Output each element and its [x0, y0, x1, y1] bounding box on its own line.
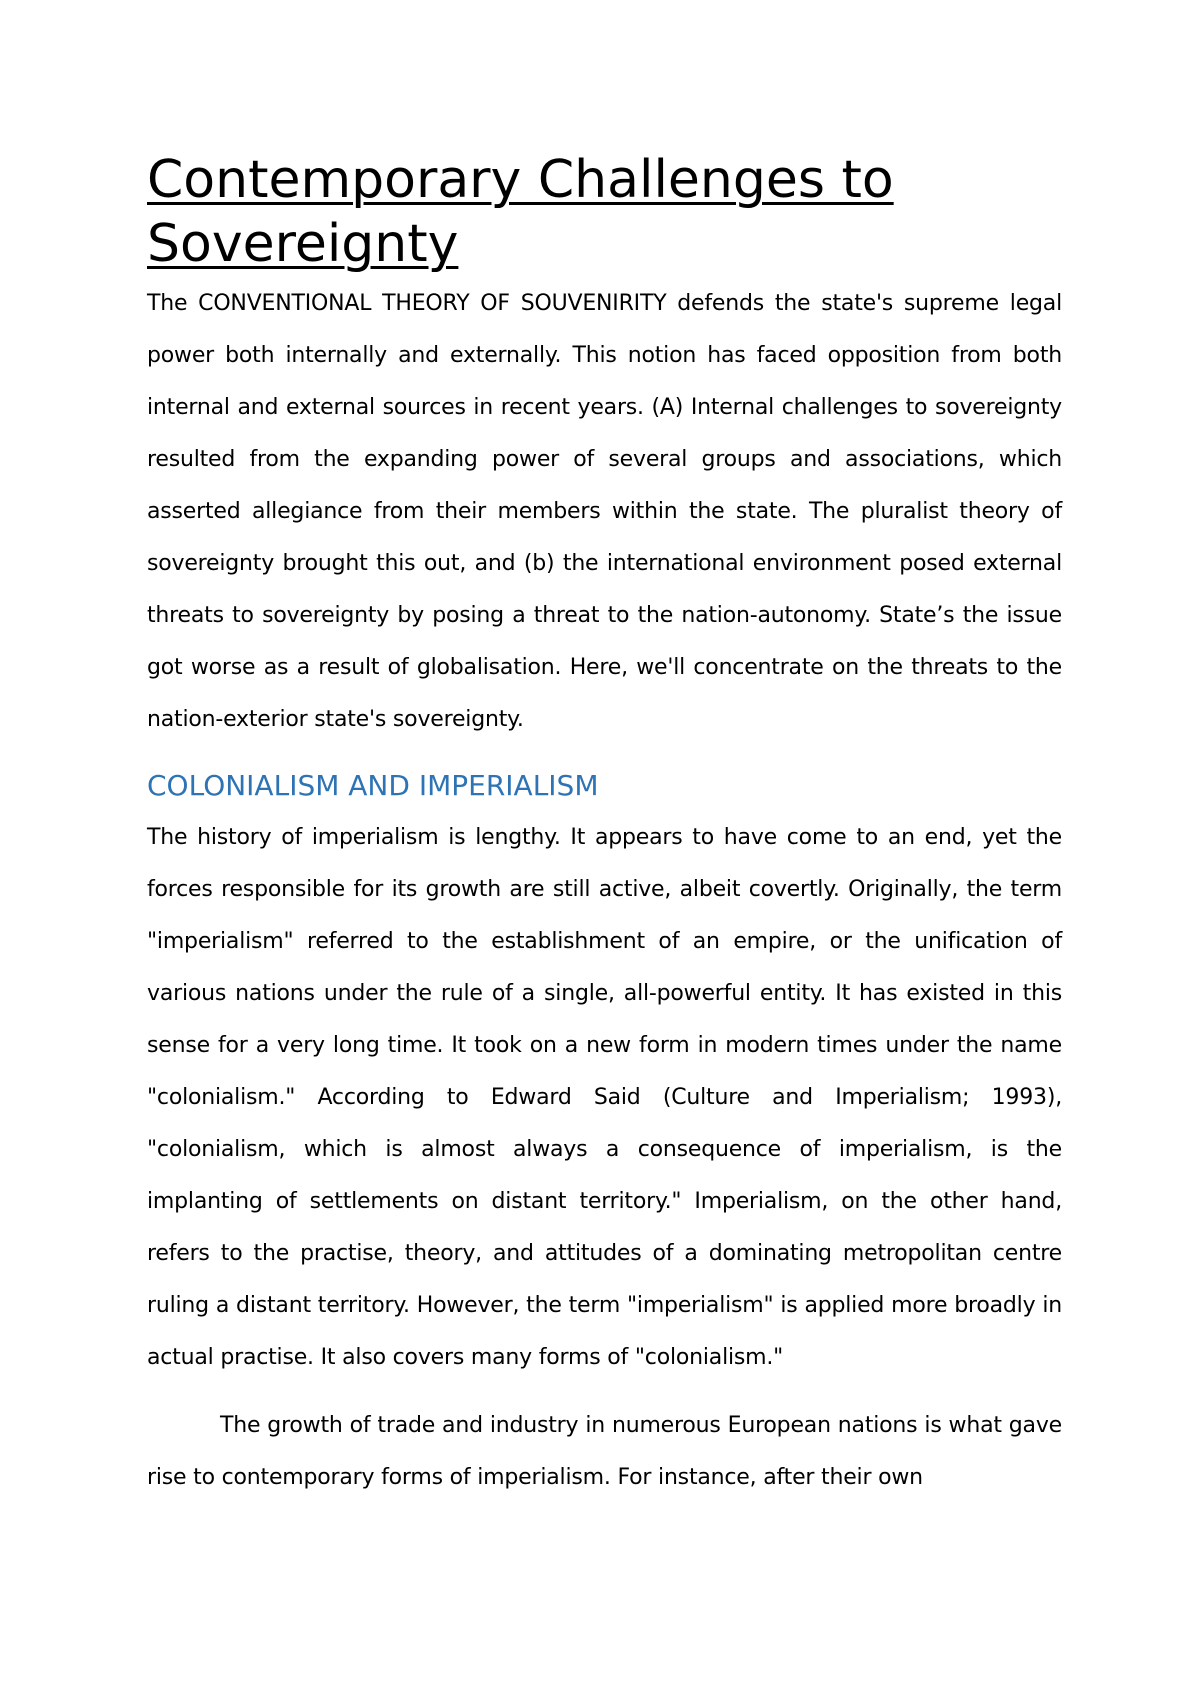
section-paragraph: The growth of trade and industry in numerous European nations is what gave rise to contemporary forms of imperialism. For instance, after their own: [147, 1413, 1062, 1490]
document-page: [147, 148, 1062, 1504]
section-heading: COLONIALISM AND IMPERIALISM: [147, 769, 599, 802]
section-paragraph: The history of imperialism is lengthy. It appears to have come to an end, yet the forces responsible for its growth are still active, albeit covertly. Originally, the term "imperialism" referred to the establishment of an empire, or the unification of various nations under the rule of a single, all-powerful entity. It has existed in this sense for a very long time. It took on a new form in modern times under the name "colonialism." According to Edward Said (Culture and Imperialism; 1993), "colonialism, which is almost always a consequence of imperialism, is the implanting of settlements on distant territory." Imperialism, on the other hand, refers to the practise, theory, and attitudes of a dominating metropolitan centre ruling a distant territory. However, the term "imperialism" is applied more broadly in actual practise. It also covers many forms of "colonialism.": [147, 825, 1062, 1370]
intro-paragraph: The CONVENTIONAL THEORY OF SOUVENIRITY defends the state's supreme legal power both internally and externally. This notion has faced opposition from both internal and external sources in recent years. (A) Internal challenges to sovereignty resulted from the expanding power of several groups and associations, which asserted allegiance from their members within the state. The pluralist theory of sovereignty brought this out, and (b) the international environment posed external threats to sovereignty by posing a threat to the nation-autonomy. State’s the issue got worse as a result of globalisation. Here, we'll concentrate on the threats to the nation-exterior state's sovereignty.: [147, 291, 1062, 732]
document-title: Contemporary Challenges to Sovereignty: [147, 150, 894, 274]
